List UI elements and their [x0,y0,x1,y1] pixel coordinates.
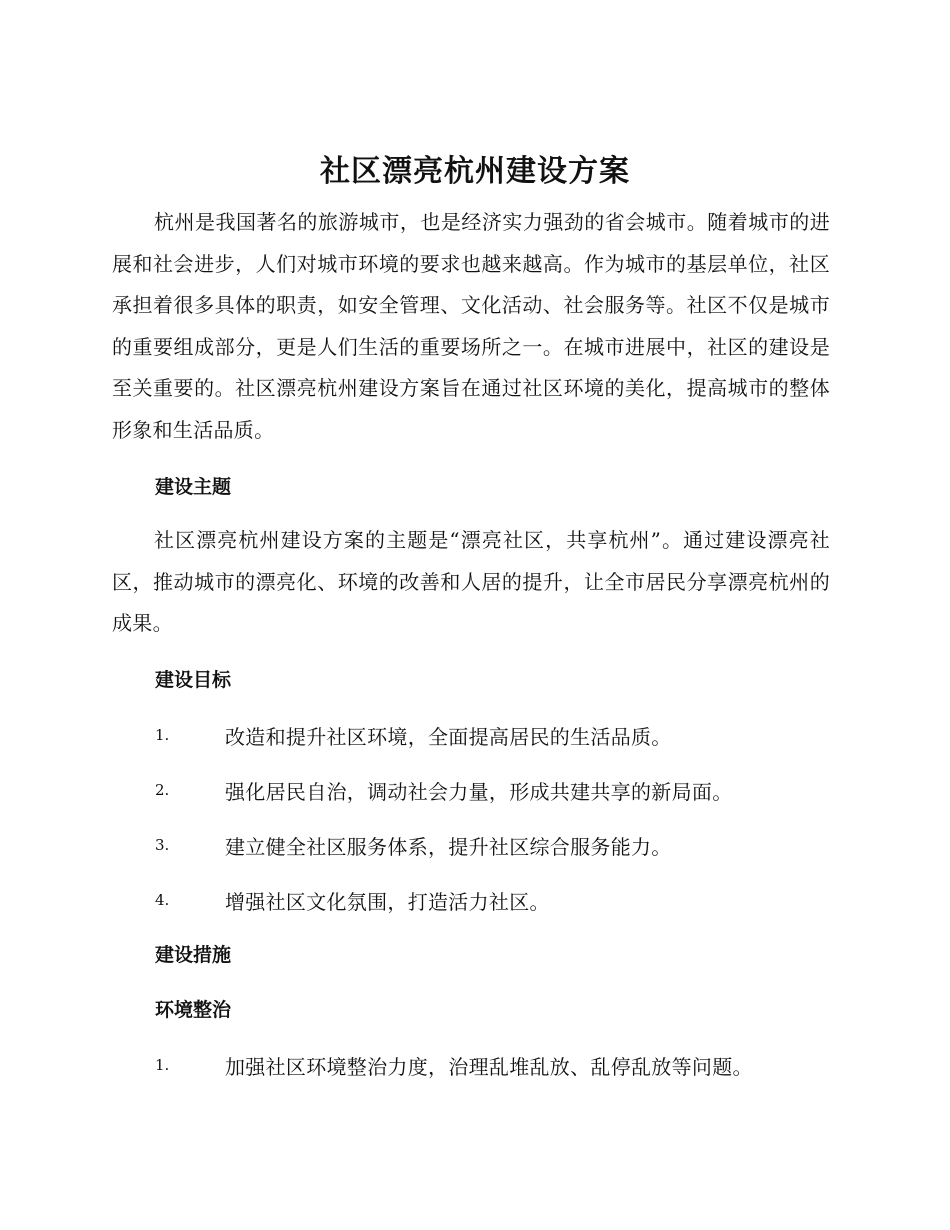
document-title: 社区漂亮杭州建设方案 [320,154,630,189]
list-item-text: 建立健全社区服务体系，提升社区综合服务能力。 [225,834,672,859]
list-item-number: 1. [155,1056,170,1074]
section-heading-measures: 建设措施 [155,944,232,966]
list-item-number: 1. [155,726,170,744]
section-heading-environment: 环境整治 [155,999,232,1021]
list-item [155,885,855,915]
list-item [155,775,855,805]
section-heading-theme: 建设主题 [155,476,232,498]
list-item-text: 加强社区环境整治力度，治理乱堆乱放、乱停乱放等问题。 [225,1054,753,1079]
list-item-text: 改造和提升社区环境，全面提高居民的生活品质。 [225,724,672,749]
list-item [155,1050,855,1080]
list-item [155,830,855,860]
list-item [155,720,855,750]
list-item-number: 3. [155,836,170,854]
intro-paragraph: 杭州是我国著名的旅游城市，也是经济实力强劲的省会城市。随着城市的进展和社会进步，人们对城市环境的要求也越来越高。作为城市的基层单位，社区承担着很多具体的职责，如安全管理、文化活动、社会服务等。社区不仅是城市的重要组成部分，更是人们生活的重要场所之一。在城市进展中，社区的建设是至关重要的。社区漂亮杭州建设方案旨在通过社区环境的美化，提高城市的整体形象和生活品质。 [112,210,830,442]
list-item-number: 2. [155,781,170,799]
list-item-text: 强化居民自治，调动社会力量，形成共建共享的新局面。 [225,779,733,804]
theme-paragraph: 社区漂亮杭州建设方案的主题是“漂亮社区，共享杭州”。通过建设漂亮社区，推动城市的漂亮化、环境的改善和人居的提升，让全市居民分享漂亮杭州的成果。 [112,528,830,635]
list-item-number: 4. [155,891,170,909]
list-item-text: 增强社区文化氛围，打造活力社区。 [225,889,550,914]
section-heading-goals: 建设目标 [155,669,232,691]
